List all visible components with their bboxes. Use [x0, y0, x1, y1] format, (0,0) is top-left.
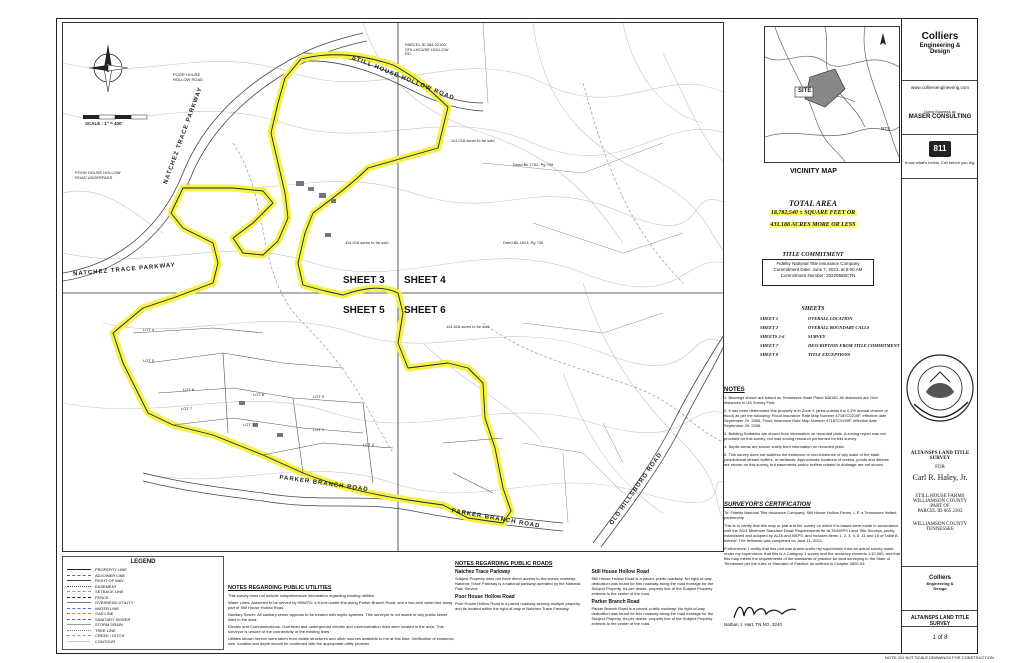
label-lot-8: LOT 8: [253, 392, 265, 397]
legend-row: ADJOINER LINE: [63, 573, 223, 579]
county-label: WILLIAMSON COUNTY: [912, 522, 968, 527]
utility-note: Sanitary Sewer: All sanitary sewer appears to be treated with septic systems. This surveyor is not aware of any public sewer lines in the area.: [228, 612, 448, 622]
surveyor-body: This is to certify that this map or plat and the survey on which it is based were made in accordance with the 2021 Minimum Standard Detail Requirements for ALTA/NSPS Land Title Surveys, jointly established and adopted by ALTA and NSPS, and includes items 1, 2, 3, 4, 8, 11 and 16 of Table A thereof. The fieldwork was completed on June 11, 2021.: [724, 523, 899, 543]
surveyor-seal-icon: [904, 352, 976, 424]
note-item: 5. This survey does not address the existence or non-existence of any wake of the state, jurisdictional stream buffers, or wetlands. Approximate locations of creeks, ponds and ditches are shown on this survey, but easements and/or buffers related to drainage are not shown.: [724, 452, 889, 467]
label-area-3: 114.816 acres to be sold: [446, 324, 490, 329]
legend-row: FENCE: [63, 595, 223, 601]
label-lot-3: LOT 3: [243, 422, 255, 427]
sheet-title-cell: [902, 611, 978, 627]
vicinity-nts-label: NTS: [881, 126, 890, 131]
legend-row: PROPERTY LINE: [63, 567, 223, 573]
sheet-4-label[interactable]: SHEET 4: [404, 275, 446, 286]
old-hillsboro-road-lines: [593, 333, 724, 547]
vicinity-map[interactable]: [764, 26, 900, 163]
firm-subtitle: Engineering & Design: [919, 43, 961, 55]
utility-note: Electric and Communications: Overhead and underground electric and communication lines were located in the area. This surveyor is unsure of the connectivity of the existing lines.: [228, 624, 444, 634]
public-roads-notes: [455, 562, 720, 630]
legend-row: STORM DRAIN: [63, 622, 223, 628]
firm-website[interactable]: www.colliersengineering.com: [910, 85, 970, 90]
road-note-text: Subject Property does not have direct access to the scenic roadway. Natchez Trace Parkway is a national parkway operated by the National Park Service.: [455, 576, 581, 591]
label-lot-2: LOT 2: [363, 442, 375, 447]
firm-small-cell: [902, 567, 978, 611]
scale-label: SCALE : 1" = 400': [85, 121, 123, 126]
label-poor-house-hollow-road: POOR HOUSE HOLLOW ROAD: [173, 72, 204, 82]
note-item: 1. Bearings shown are based on Tennessee State Plane NAD83. All distances are Grid distances in US Survey Feet.: [724, 395, 878, 405]
legend-row: CREEK / DITCH: [63, 633, 223, 639]
contour-lines: [63, 23, 724, 523]
surveyor-signer: Nathan J. Hart, TN NO. 3240: [724, 622, 782, 627]
road-note-title: Poor House Hollow Road: [455, 594, 515, 600]
survey-title: ALTA/NSPS LAND TITLE SURVEY: [910, 451, 970, 461]
notes-heading: NOTES: [724, 387, 745, 393]
vicinity-map-title: VICINITY MAP: [790, 168, 837, 175]
road-note-text: Poor House Hollow Road is a paved roadway serving multiple property and its located within the right-of-way of Natchez Trace Parkway.: [455, 601, 581, 611]
title-commitment-date: Commitment Date: June 7, 2021, at 8:00 AM: [773, 267, 863, 272]
road-label-parker-branch: PARKER BRANCH ROAD: [279, 474, 369, 494]
legend: [62, 556, 224, 650]
sheets-row[interactable]: SHEET 7 DESCRIPTION FROM TITLE COMMITMENT: [760, 343, 900, 348]
maser-logo: MASER CONSULTING: [908, 114, 972, 120]
road-note-title: Parker Branch Road: [591, 599, 640, 605]
vicinity-north-arrow-icon: [880, 33, 886, 45]
legend-heading: LEGEND: [130, 559, 156, 565]
sheet-number: 1 of 8: [932, 635, 948, 641]
survey-map-drawing: [63, 23, 724, 552]
label-deed-1: Deed Bk 1752, Pg 739: [513, 162, 554, 167]
label-lot-1: LOT 1: [313, 427, 325, 432]
legend-row: TREE LINE: [63, 628, 223, 634]
north-arrow-icon: [88, 44, 128, 92]
total-area-heading: TOTAL AREA: [789, 199, 837, 208]
sheets-row[interactable]: SHEET 8 TITLE EXCEPTIONS: [760, 352, 851, 357]
legend-row: CONTOUR: [63, 639, 223, 645]
road-note-title: Natchez Trace Parkway: [455, 569, 511, 575]
sheet-6-label[interactable]: SHEET 6: [404, 305, 446, 316]
label-lot-5: LOT 5: [143, 358, 155, 363]
boundary-highlight: [113, 55, 511, 523]
road-label-parker-branch-2: PARKER BRANCH ROAD: [451, 508, 541, 530]
public-roads-heading: NOTES REGARDING PUBLIC ROADS: [455, 561, 553, 567]
sheet-title: ALTA/NSPS LAND TITLE SURVEY: [910, 615, 970, 627]
total-area-line2: 431.188 ACRES MORE OR LESS: [770, 222, 856, 228]
signature-graphic: [730, 600, 800, 622]
firm-small-subtitle: Engineering & Design: [926, 581, 954, 591]
road-note-text: Parker Branch Road is a paved, public roadway. No right-of-way dedication was found for this roadway along the road frontage for the Subject Property. As per deeds, property line of the Subject Property extends to the center of the road.: [591, 606, 714, 626]
label-lot-6: LOT 6: [183, 387, 195, 392]
legend-row: SETBACK LINE: [63, 589, 223, 595]
sheets-row[interactable]: SHEET 2 OVERALL BOUNDARY CALLS: [760, 325, 870, 330]
scale-bar: [83, 115, 147, 119]
sheets-heading: SHEETS: [801, 306, 825, 312]
surveyor-certification: [724, 503, 902, 569]
label-parcel-top: PARCEL ID 064 02100 STILLHOUSE HOLLOW RD: [405, 42, 449, 57]
firm-logo: Colliers: [921, 31, 959, 42]
road-label-old-hillsboro: OLD HILLSBORO ROAD: [609, 451, 664, 527]
road-label-still-house-hollow: STILL HOUSE HOLLOW ROAD: [350, 55, 456, 102]
vicinity-site-label: SITE: [798, 88, 812, 94]
label-area-1: 114.016 acres to be sold: [451, 138, 495, 143]
public-utilities-heading: NOTES REGARDING PUBLIC UTILITIES: [228, 585, 332, 591]
project-line-4: PARCEL ID 065 2302: [917, 509, 963, 514]
onecall-cell: [902, 135, 978, 179]
onecall-text: Know what's below. Call before you dig.: [904, 160, 976, 165]
project-cell: [902, 445, 978, 567]
utility-note: Utilities shown hereon were taken from visible structures and other sources available to me at this time. Verification of existence, size, location and depth should be confirmed with the appropriate utility provider.: [228, 636, 455, 646]
label-lot-7: LOT 7: [181, 406, 193, 411]
sheets-index: [760, 314, 900, 359]
legend-row: EASEMENT: [63, 584, 223, 590]
vicinity-map-drawing: [765, 27, 899, 162]
project-line-2: WILLIAMSON COUNTY: [912, 499, 968, 504]
state-label: TENNESSEE: [925, 527, 955, 532]
utility-note: This survey does not include comprehensive information regarding existing utilities.: [228, 593, 375, 598]
onecall-icon: 811: [929, 141, 951, 157]
doing-business-as: Doing Business as: [924, 110, 956, 114]
road-label-natchez-trace-parkway-2: NATCHEZ TRACE PARKWAY: [72, 262, 176, 278]
firm-info-cell: [902, 81, 978, 135]
title-commitment-company: Fidelity National Title Insurance Company: [776, 261, 860, 266]
footer-note: NOTE: DO NOT SCALE DRAWINGS FOR CONSTRUCTION: [885, 655, 994, 660]
project-line-1: STILL HOUSE FARMS: [915, 494, 965, 499]
note-item: 2. It has been determined this property is in Zone X (area outside the 0.2% annual chance of flood) as per the following: Flood Insurance Rate Map Number 47187C0215F, effective date September 29, 2006, Flood Insurance Rate Map Number 47187C0190F, effective date September 29, 2006.: [724, 408, 888, 428]
for-label: FOR: [935, 465, 945, 470]
note-item: 3. Building Setbacks are shown from information on recorded plats. A zoning report was not provided for this survey, nor was zoning research performed for this survey.: [724, 431, 886, 441]
total-area-line1: 18,782,540 ± SQUARE FEET OR: [770, 210, 856, 216]
label-lot-9: LOT 9: [313, 394, 325, 399]
label-deed-2: Deed Bk 1813, Pg 730: [503, 240, 544, 245]
legend-row: GAS LINE: [63, 611, 223, 617]
surveyor-heading: SURVEYOR'S CERTIFICATION: [724, 502, 811, 508]
road-note-title: Still House Hollow Road: [591, 569, 650, 575]
legend-row: WATER LINE: [63, 606, 223, 612]
survey-map[interactable]: [62, 22, 724, 552]
title-commitment-heading: TITLE COMMITMENT: [782, 252, 844, 258]
sheets-row[interactable]: SHEETS 3-6 SURVEY: [760, 334, 826, 339]
note-item: 4. Septic areas are shown solely from information on recorded plats.: [724, 444, 845, 449]
legend-row: SANITARY SEWER: [63, 617, 223, 623]
surveyor-body-2: Furthermore, I certify that this plat was drawn under my supervision from an actual survey made under my supervision; that this is a Category 1 survey and the accuracy exceeds 1:10,000; and that this map meets the requirements of the standards of practice for land surveying in the State of Tennessee per the rules of Standard of Practice as outlined in Chapter 0820-03.: [724, 546, 901, 566]
sheets-row[interactable]: SHEET 1 OVERALL LOCATION: [760, 316, 853, 321]
firm-logo-cell: [902, 19, 978, 81]
client-name: Carl R. Haley, Jr.: [912, 473, 968, 482]
title-block: [902, 18, 978, 654]
legend-row: OVERHEAD UTILITY: [63, 600, 223, 606]
road-label-natchez-trace-parkway: NATCHEZ TRACE PARKWAY: [163, 86, 204, 186]
sheet-number-cell: [902, 627, 978, 653]
legend-row: RIGHT OF WAY: [63, 578, 223, 584]
project-line-3: PART OF: [930, 504, 950, 509]
sheet-3-label[interactable]: SHEET 3: [343, 275, 385, 286]
utility-note: Water Lines: Assumed to be served by HBWTD; a 6-inch water line along Parker Branch Road, and a two-inch water line along part of Still House Hollow Road.: [228, 600, 453, 610]
label-lot-4: LOT 4: [143, 327, 155, 332]
road-note-text: Still House Hollow Road is a paved, public roadway. No right-of-way dedication was found for this roadway along the road frontage for the Subject Property. As per deeds, property line of the Subject Property extends to the center of the road.: [591, 576, 714, 596]
sheet-5-label[interactable]: SHEET 5: [343, 305, 385, 316]
label-poor-house-underpass: POOR HOUSE HOLLOW ROAD UNDERPASS: [75, 170, 121, 180]
label-area-2: 114.016 acres to be sold: [345, 240, 389, 245]
notes-section: [724, 388, 894, 470]
title-commitment-box: [762, 259, 874, 286]
firm-small-logo: Colliers: [928, 575, 951, 581]
surveyor-to: To: Fidelity National Title Insurance Company; Still House Hollow Farms, L.P. a Tennessee limited partnership: [724, 510, 897, 520]
title-commitment-number: Commitment Number: 20220555CTN: [780, 273, 856, 278]
public-utilities-notes: [228, 586, 456, 648]
